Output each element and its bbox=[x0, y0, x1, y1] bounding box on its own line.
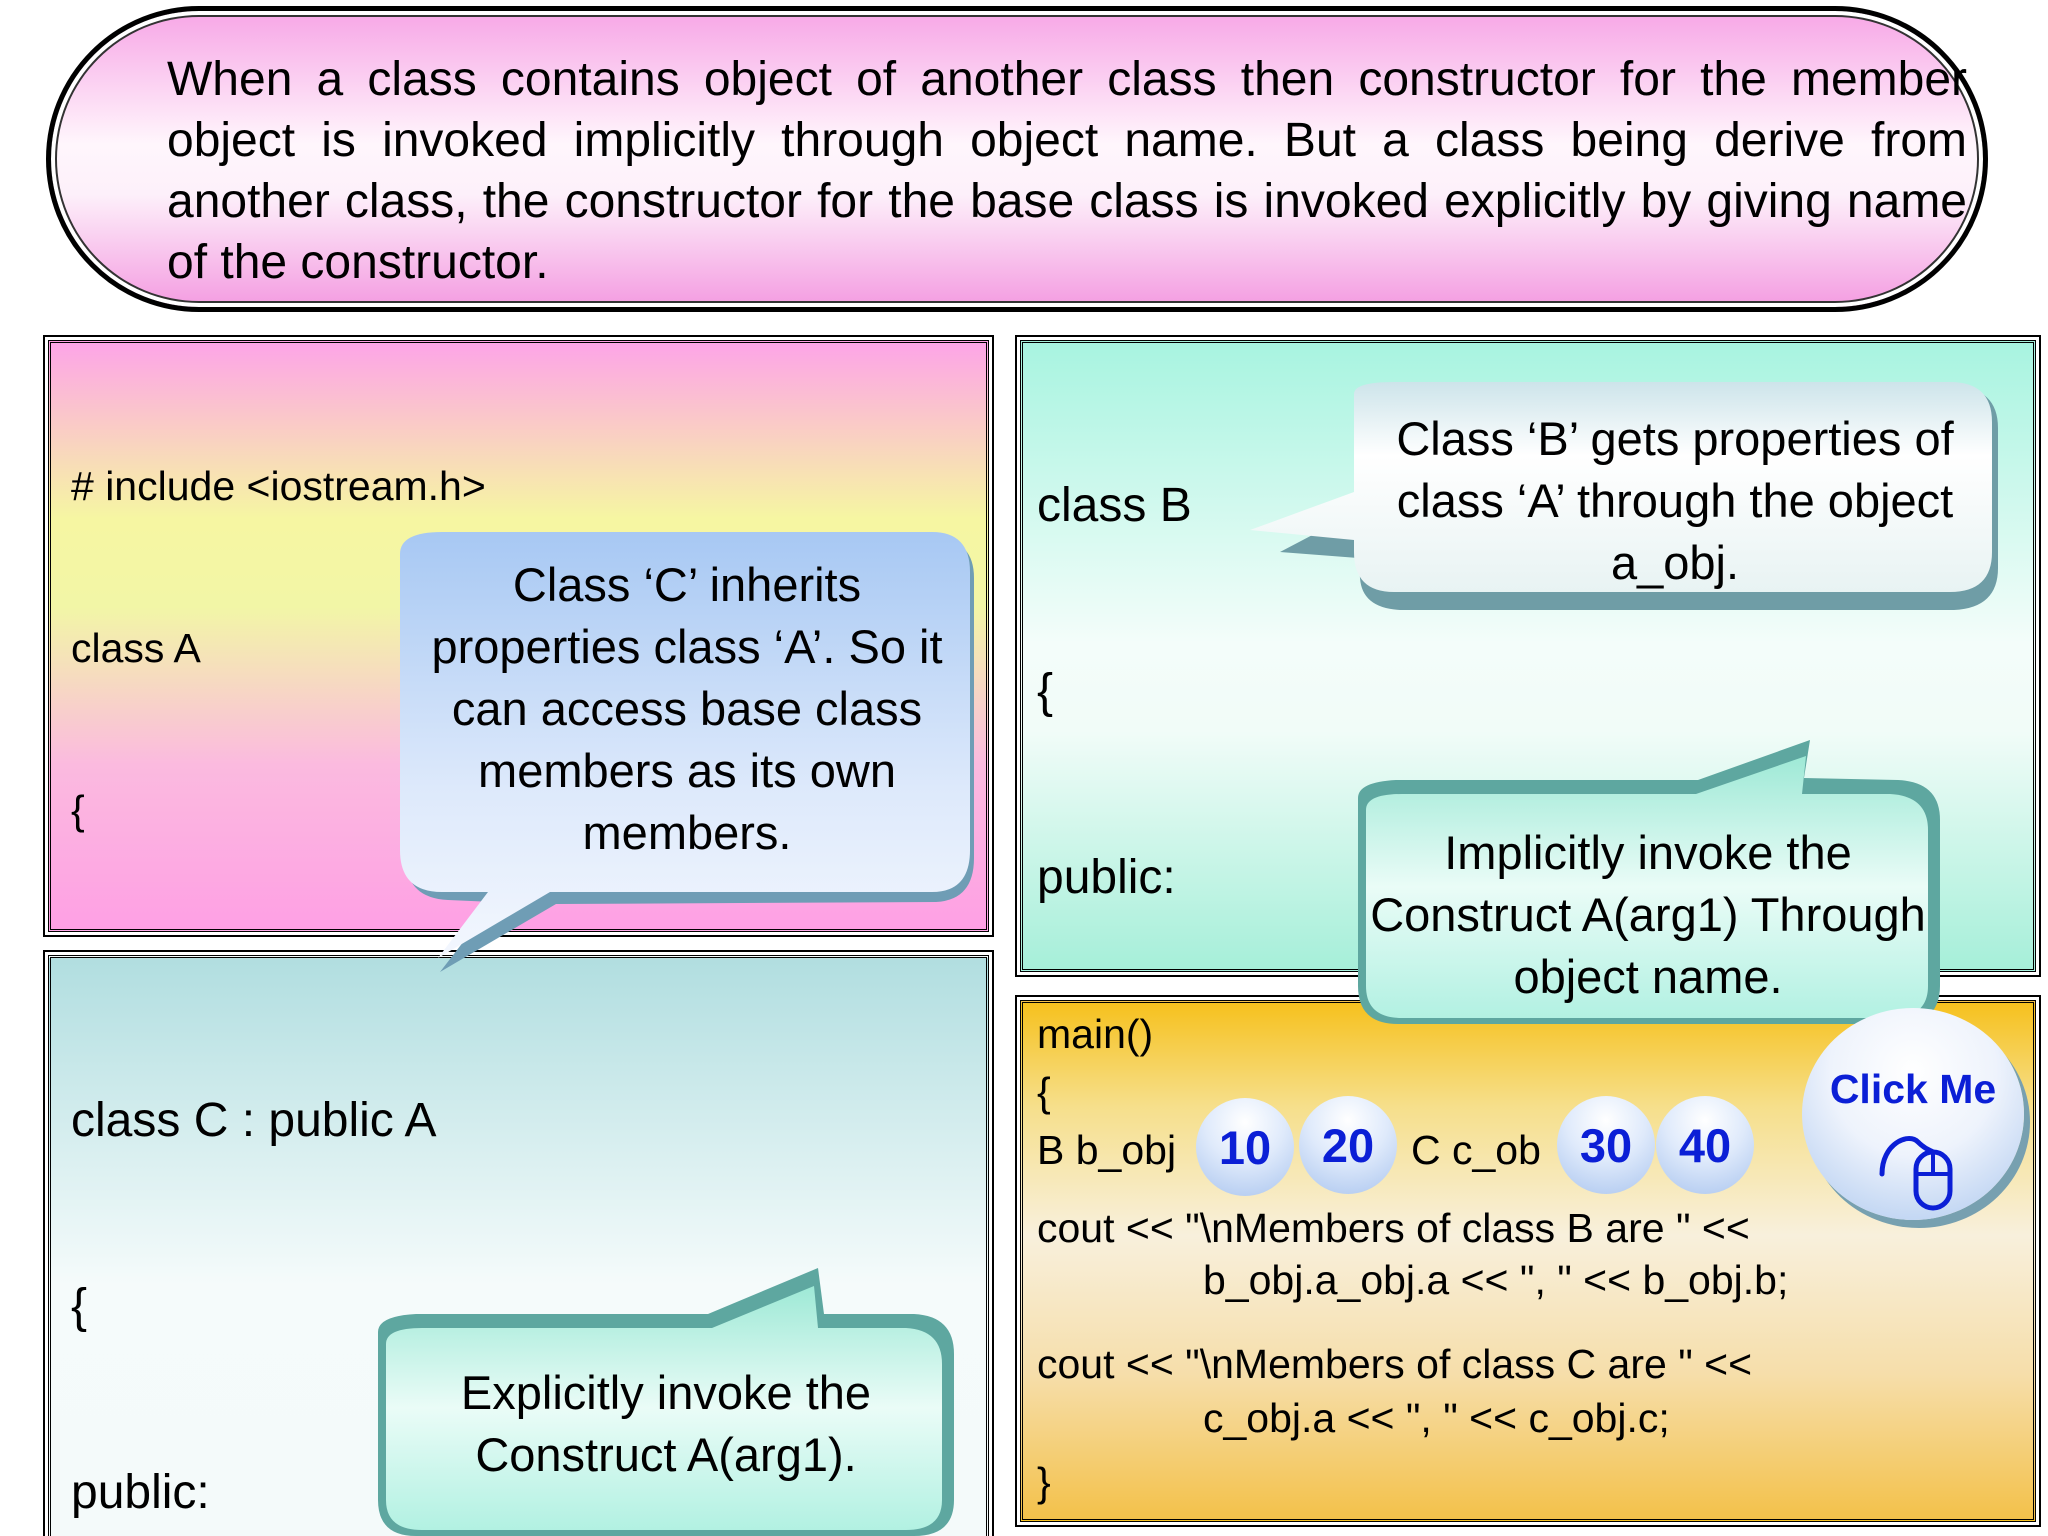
callout-gets-properties bbox=[1250, 382, 2000, 610]
value-bubble-10[interactable]: 10 bbox=[1196, 1098, 1294, 1196]
explanation-banner bbox=[46, 6, 1988, 312]
code-line: c_obj.a << ", " << c_obj.c; bbox=[1203, 1395, 1670, 1441]
b-obj-declaration: B b_obj bbox=[1037, 1127, 1177, 1173]
callout-implicit bbox=[1358, 740, 1940, 1024]
code-line: { bbox=[71, 787, 85, 833]
code-line: cout << "\nMembers of class C are " << bbox=[1037, 1341, 1753, 1387]
code-line: class B bbox=[1037, 479, 1192, 532]
callout-explicit bbox=[378, 1268, 954, 1536]
banner-text: When a class contains object of another class then constructor for the member object is invoked implicitly through object name. But a class being derive from another class, the constructor for the base class is invoked explicitly by giving name of the constructor. bbox=[167, 53, 1967, 289]
code-line: } bbox=[1037, 1459, 1051, 1505]
click-me-label: Click Me bbox=[1829, 1066, 1997, 1112]
click-me-button[interactable] bbox=[1802, 1008, 2024, 1220]
code-line: public: bbox=[71, 1466, 210, 1519]
value-bubble-20[interactable]: 20 bbox=[1299, 1096, 1397, 1194]
callout-implicit-text: Implicitly invoke the Construct A(arg1) Through object name. bbox=[1370, 826, 1926, 1003]
callout-gets-properties-text: Class ‘B’ gets properties of class ‘A’ through the object a_obj. bbox=[1396, 412, 1954, 589]
callout-explicit-text: Explicitly invoke the Construct A(arg1). bbox=[460, 1366, 872, 1481]
code-line: b_obj.a_obj.a << ", " << b_obj.b; bbox=[1203, 1257, 1789, 1303]
value-bubble-30[interactable]: 30 bbox=[1557, 1096, 1655, 1194]
callout-inherits bbox=[396, 528, 980, 968]
c-obj-declaration: C c_ob bbox=[1411, 1127, 1541, 1173]
code-line: { bbox=[1037, 1069, 1051, 1115]
code-line: class C : public A bbox=[71, 1094, 437, 1147]
code-line: public: bbox=[1037, 851, 1176, 904]
code-line: { bbox=[1037, 665, 1054, 718]
code-line: class A bbox=[71, 625, 201, 671]
value-bubble-40[interactable]: 40 bbox=[1656, 1096, 1754, 1194]
code-line: { bbox=[71, 1280, 88, 1333]
code-line: main() bbox=[1037, 1011, 1154, 1057]
callout-inherits-text: Class ‘C’ inherits properties class ‘A’. So it can access base class members as its own members. bbox=[431, 558, 943, 859]
code-line: cout << "\nMembers of class B are " << bbox=[1037, 1205, 1750, 1251]
mouse-icon bbox=[1878, 1124, 1958, 1214]
code-line: # include <iostream.h> bbox=[71, 463, 486, 509]
